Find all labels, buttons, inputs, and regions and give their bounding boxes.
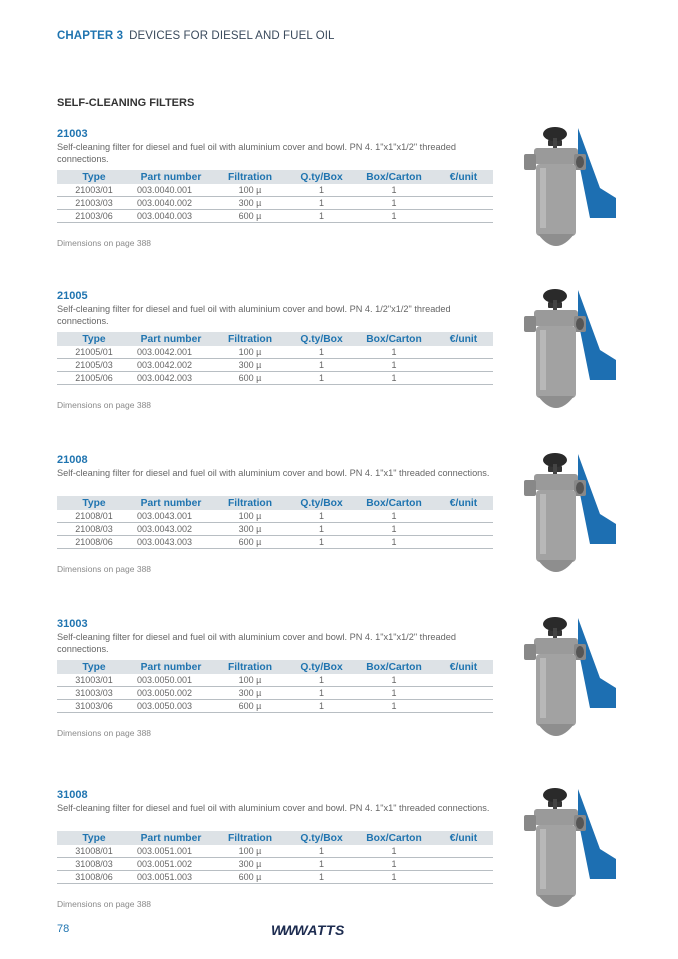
product-section <box>0 128 678 278</box>
cell-box-carton: 1 <box>354 184 434 197</box>
cell-type: 21008/03 <box>57 523 131 536</box>
col-header-qty-box: Q.ty/Box <box>289 660 354 674</box>
cell-part-number: 003.0043.001 <box>131 510 211 523</box>
table-row <box>57 210 493 223</box>
product-description: Self-cleaning filter for diesel and fuel oil with aluminium cover and bowl. PN 4. 1/2"x1/2" threaded connections. <box>57 304 451 326</box>
table-row <box>57 346 493 359</box>
col-header-qty-box: Q.ty/Box <box>289 170 354 184</box>
cell-filtration: 300 µ <box>211 197 289 210</box>
product-description: Self-cleaning filter for diesel and fuel oil with aluminium cover and bowl. PN 4. 1"x1" threaded connections. <box>57 803 490 813</box>
col-header-part-number: Part number <box>131 332 211 346</box>
filter-product-photo <box>520 779 616 919</box>
chapter-header <box>57 30 335 42</box>
cell-part-number: 003.0051.001 <box>131 845 211 858</box>
cell-box-carton: 1 <box>354 687 434 700</box>
cell-qty-box: 1 <box>289 858 354 871</box>
cell-type: 21008/06 <box>57 536 131 549</box>
table-row <box>57 372 493 385</box>
filter-product-photo <box>520 280 616 420</box>
col-header-type: Type <box>57 170 131 184</box>
cell-type: 31008/03 <box>57 858 131 871</box>
col-header-box-carton: Box/Carton <box>354 660 434 674</box>
cell-type: 31003/01 <box>57 674 131 687</box>
table-row <box>57 674 493 687</box>
cell-qty-box: 1 <box>289 536 354 549</box>
cell-part-number: 003.0050.003 <box>131 700 211 713</box>
table-header-row <box>57 660 493 674</box>
cell-qty-box: 1 <box>289 210 354 223</box>
cell-part-number: 003.0050.002 <box>131 687 211 700</box>
cell-box-carton: 1 <box>354 845 434 858</box>
table-row <box>57 197 493 210</box>
col-header-type: Type <box>57 660 131 674</box>
product-description: Self-cleaning filter for diesel and fuel oil with aluminium cover and bowl. PN 4. 1"x1" threaded connections. <box>57 468 490 478</box>
col-header-type: Type <box>57 831 131 845</box>
cell-part-number: 003.0043.003 <box>131 536 211 549</box>
table-header-row <box>57 496 493 510</box>
cell-qty-box: 1 <box>289 687 354 700</box>
cell-price-unit <box>434 346 493 359</box>
product-code: 31008 <box>57 789 88 801</box>
product-description: Self-cleaning filter for diesel and fuel oil with aluminium cover and bowl. PN 4. 1"x1"x1/2" threaded connections. <box>57 142 456 164</box>
cell-qty-box: 1 <box>289 523 354 536</box>
cell-box-carton: 1 <box>354 197 434 210</box>
cell-box-carton: 1 <box>354 359 434 372</box>
section-title: SELF-CLEANING FILTERS <box>57 97 195 109</box>
col-header-qty-box: Q.ty/Box <box>289 831 354 845</box>
cell-price-unit <box>434 210 493 223</box>
product-code: 21008 <box>57 454 88 466</box>
cell-type: 21008/01 <box>57 510 131 523</box>
cell-box-carton: 1 <box>354 674 434 687</box>
cell-box-carton: 1 <box>354 536 434 549</box>
col-header-qty-box: Q.ty/Box <box>289 496 354 510</box>
dimensions-note: Dimensions on page 388 <box>57 728 152 738</box>
filter-icon <box>520 779 616 919</box>
cell-part-number: 003.0050.001 <box>131 674 211 687</box>
product-code: 21005 <box>57 290 88 302</box>
cell-filtration: 600 µ <box>211 700 289 713</box>
col-header-filtration: Filtration <box>211 660 289 674</box>
cell-qty-box: 1 <box>289 359 354 372</box>
cell-price-unit <box>434 510 493 523</box>
dimensions-note: Dimensions on page 388 <box>57 899 152 909</box>
cell-part-number: 003.0040.002 <box>131 197 211 210</box>
col-header-part-number: Part number <box>131 660 211 674</box>
table-header-row <box>57 170 493 184</box>
logo-text: WATTS <box>294 922 345 938</box>
col-header-price-unit: €/unit <box>434 496 493 510</box>
col-header-box-carton: Box/Carton <box>354 332 434 346</box>
cell-price-unit <box>434 845 493 858</box>
cell-part-number: 003.0042.002 <box>131 359 211 372</box>
cell-part-number: 003.0042.001 <box>131 346 211 359</box>
cell-box-carton: 1 <box>354 858 434 871</box>
chapter-number: CHAPTER 3 <box>57 30 124 42</box>
col-header-filtration: Filtration <box>211 170 289 184</box>
spec-table <box>57 831 493 884</box>
product-description: Self-cleaning filter for diesel and fuel oil with aluminium cover and bowl. PN 4. 1"x1"x1/2" threaded connections. <box>57 632 456 654</box>
cell-box-carton: 1 <box>354 510 434 523</box>
table-row <box>57 510 493 523</box>
filter-icon <box>520 118 616 258</box>
col-header-price-unit: €/unit <box>434 332 493 346</box>
cell-price-unit <box>434 197 493 210</box>
table-row <box>57 871 493 884</box>
col-header-filtration: Filtration <box>211 831 289 845</box>
table-row <box>57 700 493 713</box>
product-code: 21003 <box>57 128 88 140</box>
col-header-part-number: Part number <box>131 170 211 184</box>
cell-qty-box: 1 <box>289 845 354 858</box>
cell-filtration: 100 µ <box>211 184 289 197</box>
cell-price-unit <box>434 372 493 385</box>
cell-box-carton: 1 <box>354 700 434 713</box>
cell-part-number: 003.0042.003 <box>131 372 211 385</box>
cell-price-unit <box>434 687 493 700</box>
cell-part-number: 003.0043.002 <box>131 523 211 536</box>
cell-type: 31008/06 <box>57 871 131 884</box>
cell-qty-box: 1 <box>289 184 354 197</box>
table-row <box>57 536 493 549</box>
cell-part-number: 003.0040.003 <box>131 210 211 223</box>
cell-filtration: 600 µ <box>211 536 289 549</box>
col-header-type: Type <box>57 332 131 346</box>
col-header-type: Type <box>57 496 131 510</box>
cell-type: 21003/06 <box>57 210 131 223</box>
col-header-box-carton: Box/Carton <box>354 496 434 510</box>
col-header-box-carton: Box/Carton <box>354 170 434 184</box>
cell-qty-box: 1 <box>289 510 354 523</box>
table-row <box>57 523 493 536</box>
filter-icon <box>520 280 616 420</box>
cell-filtration: 300 µ <box>211 523 289 536</box>
cell-type: 31003/06 <box>57 700 131 713</box>
cell-type: 31008/01 <box>57 845 131 858</box>
col-header-price-unit: €/unit <box>434 170 493 184</box>
filter-icon <box>520 608 616 748</box>
table-header-row <box>57 831 493 845</box>
col-header-filtration: Filtration <box>211 332 289 346</box>
cell-filtration: 100 µ <box>211 674 289 687</box>
cell-filtration: 300 µ <box>211 687 289 700</box>
cell-type: 21005/01 <box>57 346 131 359</box>
cell-box-carton: 1 <box>354 346 434 359</box>
cell-qty-box: 1 <box>289 700 354 713</box>
chapter-title: DEVICES FOR DIESEL AND FUEL OIL <box>129 30 335 42</box>
cell-filtration: 600 µ <box>211 372 289 385</box>
table-header-row <box>57 332 493 346</box>
cell-price-unit <box>434 184 493 197</box>
col-header-price-unit: €/unit <box>434 660 493 674</box>
cell-qty-box: 1 <box>289 346 354 359</box>
dimensions-note: Dimensions on page 388 <box>57 238 152 248</box>
filter-product-photo <box>520 608 616 748</box>
table-row <box>57 845 493 858</box>
cell-price-unit <box>434 858 493 871</box>
cell-box-carton: 1 <box>354 372 434 385</box>
dimensions-note: Dimensions on page 388 <box>57 400 152 410</box>
filter-icon <box>520 444 616 584</box>
filter-product-photo <box>520 118 616 258</box>
logo-mark-icon: WW <box>271 922 294 938</box>
spec-table <box>57 496 493 549</box>
spec-table <box>57 170 493 223</box>
col-header-filtration: Filtration <box>211 496 289 510</box>
cell-type: 21003/03 <box>57 197 131 210</box>
cell-part-number: 003.0051.002 <box>131 858 211 871</box>
col-header-qty-box: Q.ty/Box <box>289 332 354 346</box>
product-section <box>0 618 678 768</box>
product-code: 31003 <box>57 618 88 630</box>
cell-filtration: 100 µ <box>211 510 289 523</box>
cell-filtration: 100 µ <box>211 845 289 858</box>
col-header-part-number: Part number <box>131 496 211 510</box>
cell-qty-box: 1 <box>289 372 354 385</box>
product-section <box>0 454 678 604</box>
spec-table <box>57 332 493 385</box>
page-number: 78 <box>57 923 70 935</box>
cell-price-unit <box>434 871 493 884</box>
cell-box-carton: 1 <box>354 210 434 223</box>
product-section <box>0 789 678 939</box>
cell-type: 21005/06 <box>57 372 131 385</box>
cell-qty-box: 1 <box>289 871 354 884</box>
cell-type: 31003/03 <box>57 687 131 700</box>
filter-product-photo <box>520 444 616 584</box>
cell-box-carton: 1 <box>354 523 434 536</box>
dimensions-note: Dimensions on page 388 <box>57 564 152 574</box>
cell-price-unit <box>434 536 493 549</box>
cell-qty-box: 1 <box>289 674 354 687</box>
cell-type: 21003/01 <box>57 184 131 197</box>
table-row <box>57 359 493 372</box>
table-row <box>57 858 493 871</box>
col-header-price-unit: €/unit <box>434 831 493 845</box>
col-header-box-carton: Box/Carton <box>354 831 434 845</box>
table-row <box>57 687 493 700</box>
cell-price-unit <box>434 700 493 713</box>
spec-table <box>57 660 493 713</box>
cell-price-unit <box>434 523 493 536</box>
table-row <box>57 184 493 197</box>
cell-filtration: 100 µ <box>211 346 289 359</box>
cell-filtration: 600 µ <box>211 210 289 223</box>
col-header-part-number: Part number <box>131 831 211 845</box>
cell-part-number: 003.0051.003 <box>131 871 211 884</box>
cell-filtration: 300 µ <box>211 359 289 372</box>
cell-filtration: 600 µ <box>211 871 289 884</box>
cell-qty-box: 1 <box>289 197 354 210</box>
cell-type: 21005/03 <box>57 359 131 372</box>
cell-price-unit <box>434 674 493 687</box>
product-section <box>0 290 678 440</box>
cell-filtration: 300 µ <box>211 858 289 871</box>
watts-logo <box>271 922 345 938</box>
cell-price-unit <box>434 359 493 372</box>
cell-box-carton: 1 <box>354 871 434 884</box>
cell-part-number: 003.0040.001 <box>131 184 211 197</box>
